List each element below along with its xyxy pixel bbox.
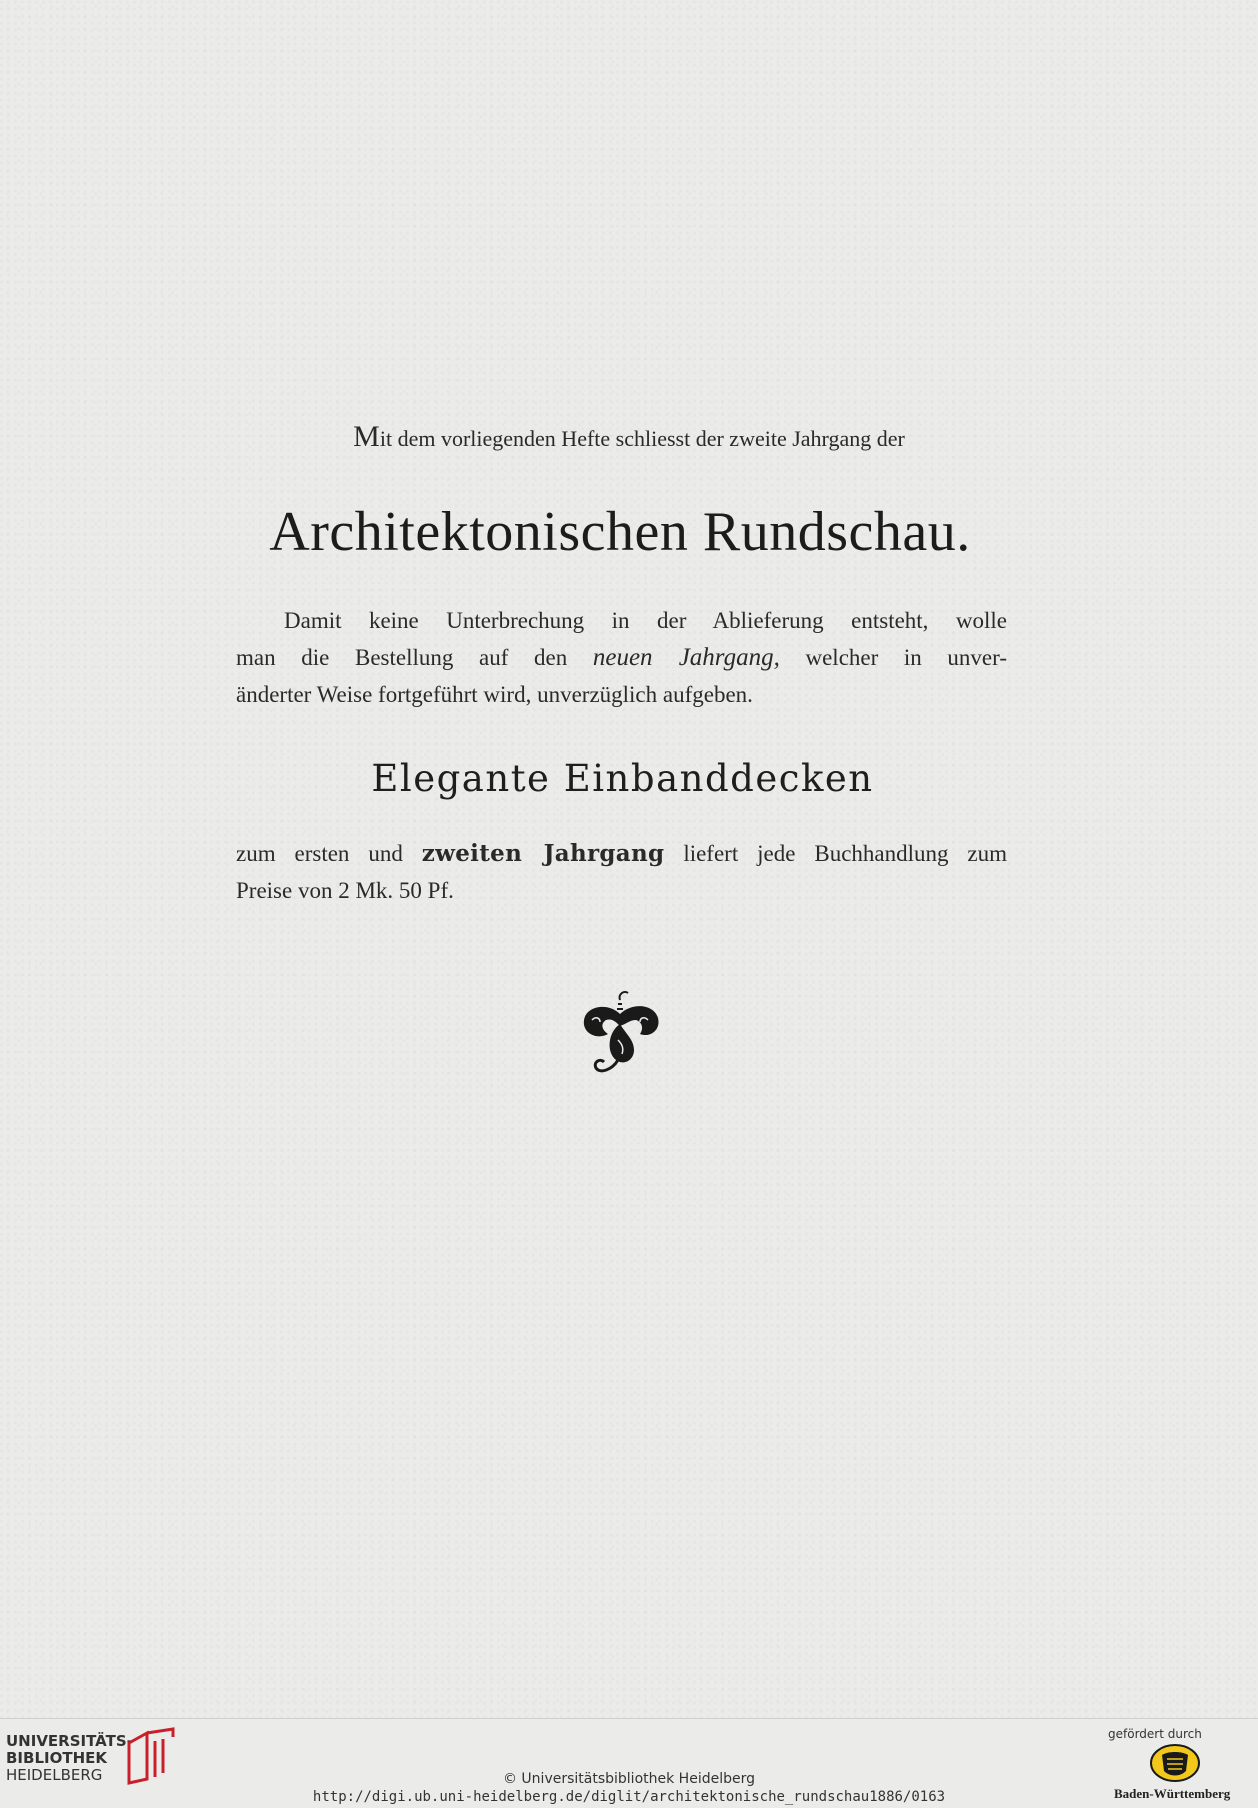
second-volume-emphasis: zweiten Jahrgang (421, 840, 665, 867)
order-line-2-start: man die Bestellung auf den (236, 645, 568, 670)
new-volume-emphasis: neuen Jahrgang, (592, 644, 780, 671)
library-line-1: UNIVERSITÄTS- (6, 1732, 133, 1750)
footer-bar (0, 1718, 1258, 1808)
library-line-2: BIBLIOTHEK (6, 1749, 107, 1767)
sponsor-name: Baden-Württemberg (1114, 1786, 1231, 1801)
binding-line-1-end: liefert jede Buchhandlung zum (683, 841, 1008, 866)
source-url: http://digi.ub.uni-heidelberg.de/diglit/architektonische_rundschau1886/0163 (312, 1789, 946, 1805)
intro-text: it dem vorliegenden Hefte schliesst der zweite Jahrgang der (379, 426, 905, 451)
intro-line (0, 420, 1258, 454)
baden-wuerttemberg-emblem-icon (1150, 1743, 1200, 1783)
binding-paragraph-line-1 (236, 835, 1007, 872)
order-paragraph-line-3: änderter Weise fortgeführt wird, unverzüglich aufgeben. (236, 682, 753, 707)
order-paragraph-line-2 (236, 639, 1007, 676)
page-title: Architektonischen Rundschau. (269, 501, 971, 563)
order-paragraph-line-1: Damit keine Unterbrechung in der Ablieferung entsteht, wolle (284, 608, 1007, 633)
binding-line-1-start: zum ersten und (236, 841, 403, 866)
intro-initial: M (353, 420, 380, 453)
binding-paragraph (236, 835, 1007, 909)
section-heading: Elegante Einbanddecken (371, 757, 874, 800)
order-line-2-end: welcher in unver- (805, 645, 1008, 670)
binding-paragraph-line-2: Preise von 2 Mk. 50 Pf. (236, 878, 454, 903)
sponsor-label: gefördert durch (1108, 1727, 1202, 1741)
library-line-3: HEIDELBERG (6, 1766, 103, 1784)
copyright-notice: © Universitätsbibliothek Heidelberg (502, 1771, 755, 1787)
floral-ornament-icon (578, 990, 662, 1084)
order-paragraph (236, 602, 1007, 713)
